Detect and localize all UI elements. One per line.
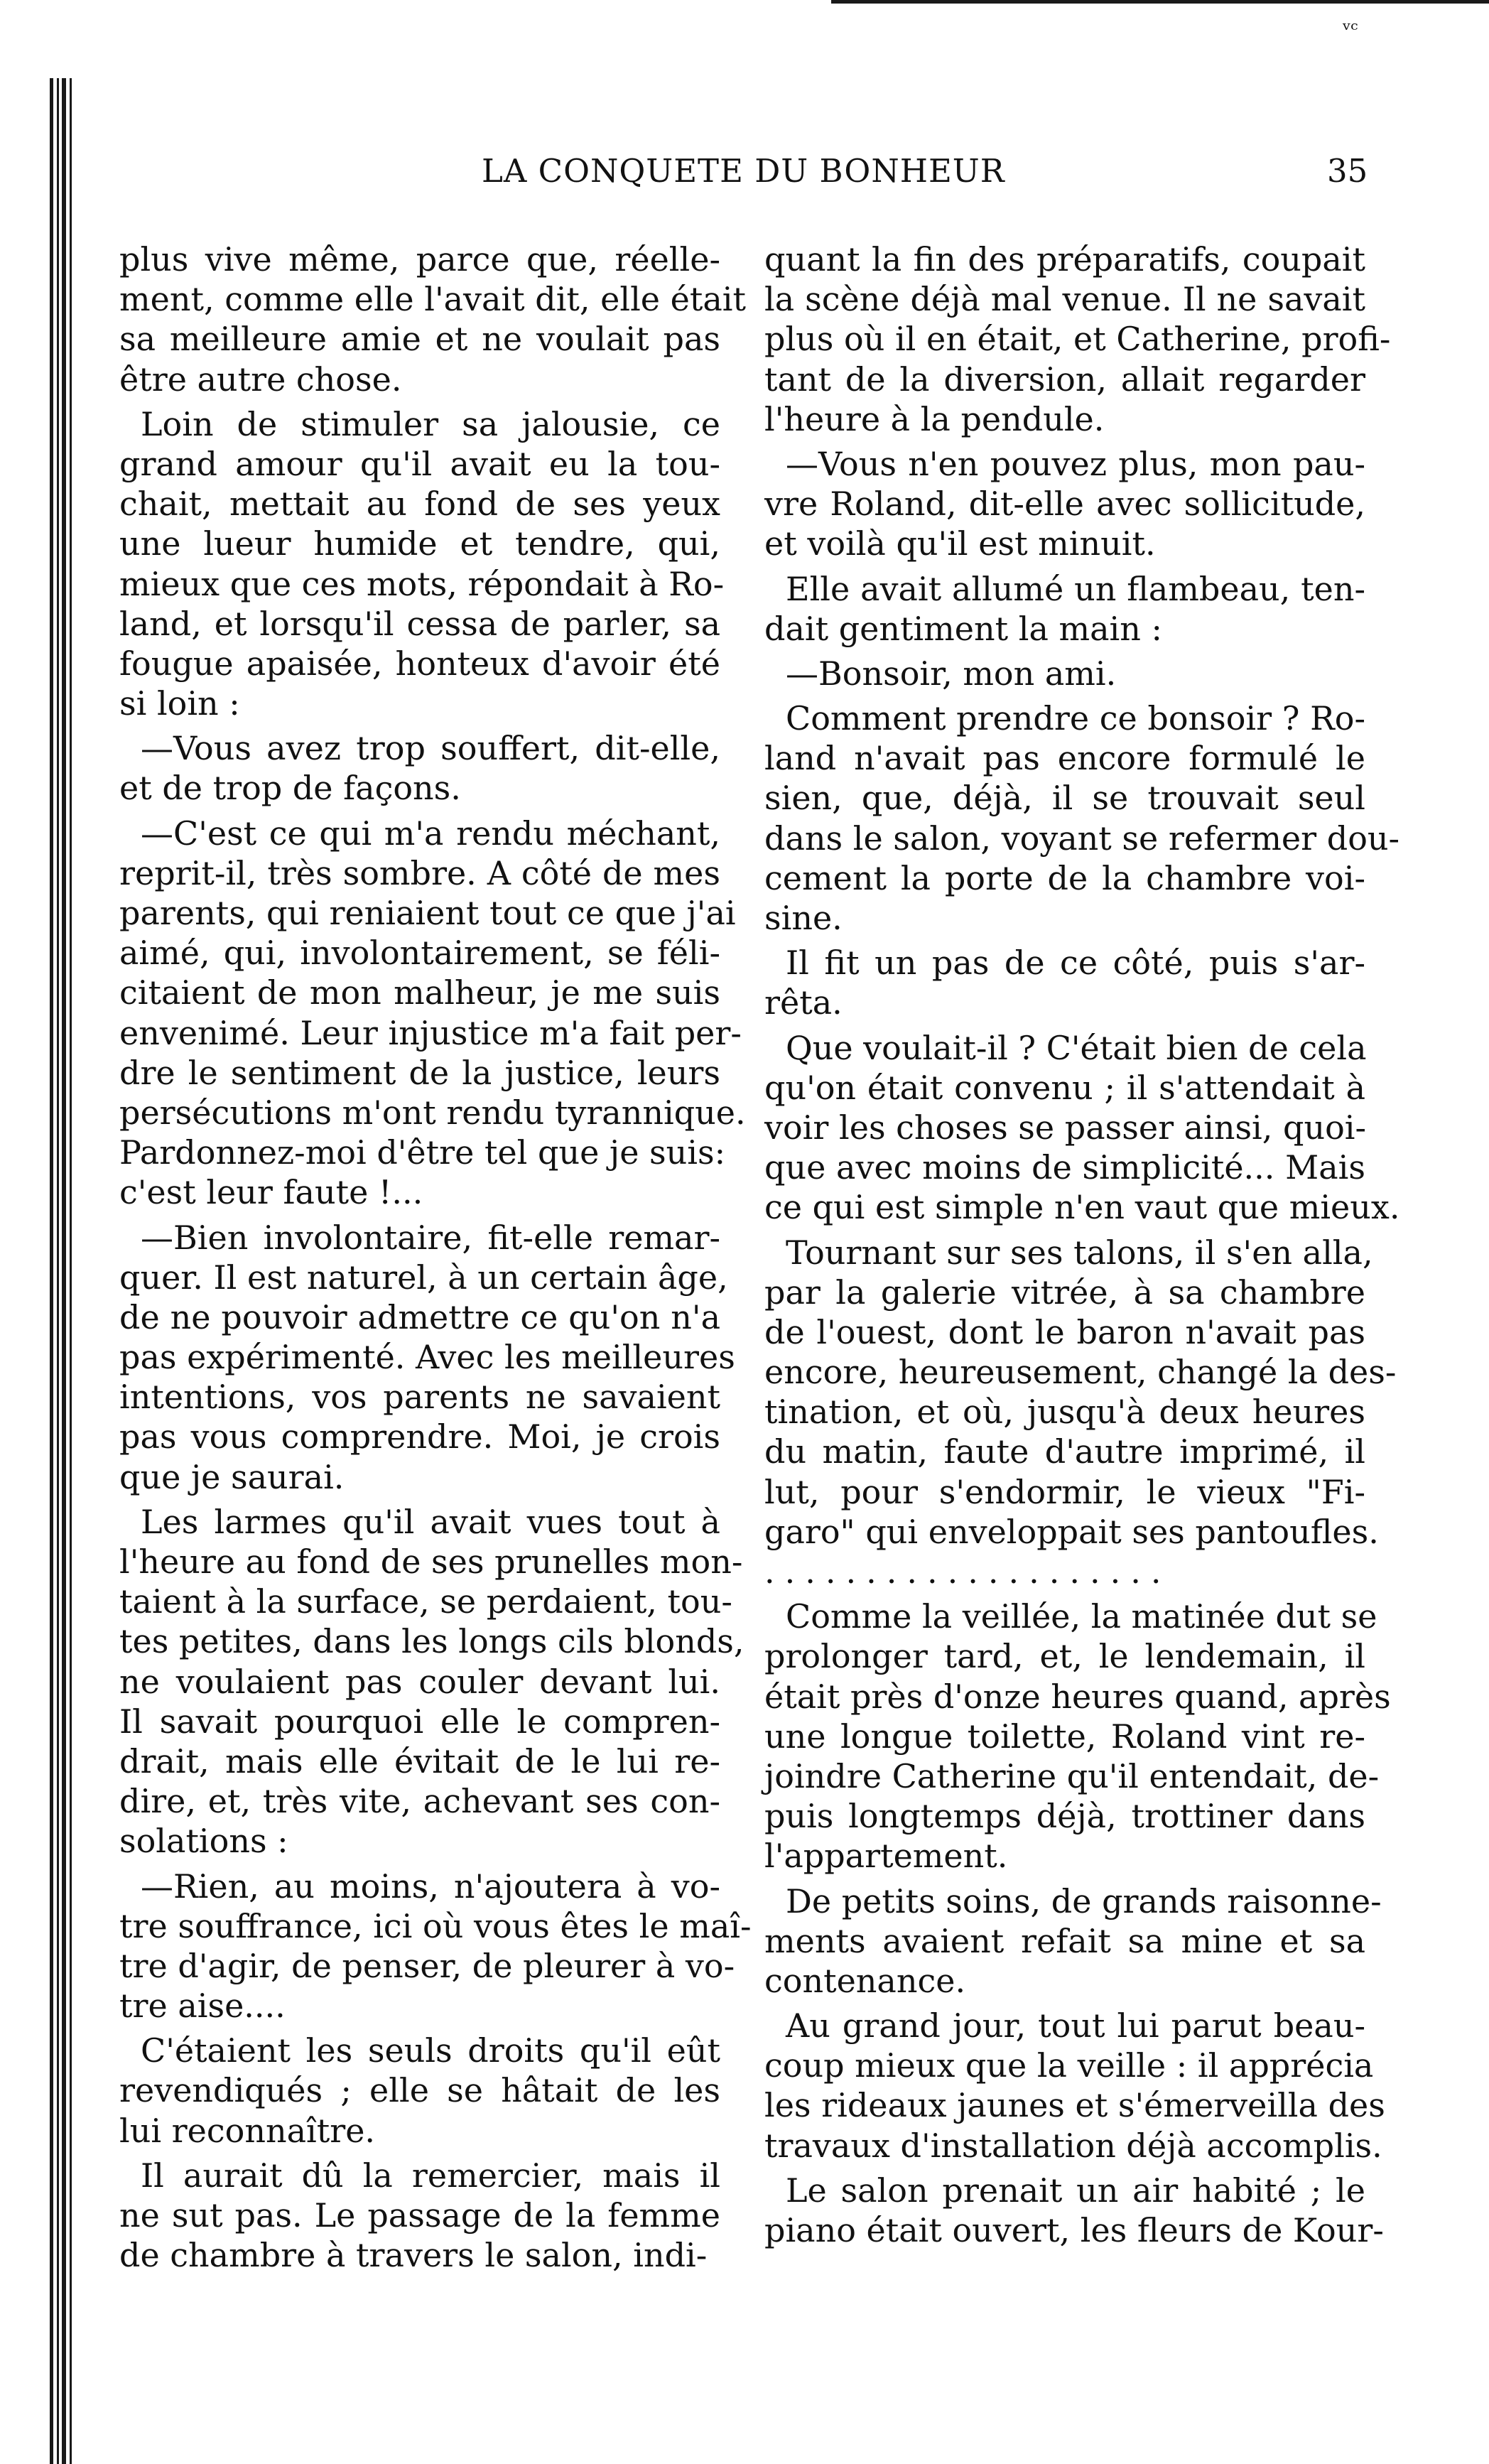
text-line: tre d'agir, de penser, de pleurer à vo- [119, 1946, 735, 1985]
text-line: Il savait pourquoi elle le compren- [119, 1702, 720, 1741]
corner-mark: ᵛᶜ [1343, 18, 1358, 43]
text-line: sa meilleure amie et ne voulait pas [119, 320, 720, 359]
text-line: encore, heureusement, changé la des- [764, 1353, 1397, 1392]
text-line: rêta. [764, 983, 843, 1022]
text-line: Pardonnez-moi d'être tel que je suis: [119, 1133, 726, 1172]
text-line: était près d'onze heures quand, après [764, 1677, 1391, 1716]
text-line: reprit-il, très sombre. A côté de mes [119, 853, 720, 892]
text-line: envenimé. Leur injustice m'a fait per- [119, 1013, 742, 1052]
text-line: Les larmes qu'il avait vues tout à [141, 1502, 720, 1541]
text-line: land n'avait pas encore formulé le [764, 739, 1365, 778]
paragraph [119, 1218, 735, 1497]
text-line: tes petites, dans les longs cils blonds, [119, 1622, 744, 1661]
top-edge-rule [831, 0, 1489, 4]
text-line: Comment prendre ce bonsoir ? Ro- [786, 699, 1365, 738]
text-line: ne voulaient pas couler devant lui. [119, 1662, 720, 1701]
text-line: Au grand jour, tout lui parut beau- [786, 2006, 1365, 2046]
paragraph [764, 943, 1365, 1022]
text-line: une lueur humide et tendre, qui, [119, 524, 720, 563]
text-line: Elle avait allumé un flambeau, ten- [786, 569, 1365, 608]
paragraph [119, 728, 720, 808]
text-line: la scène déjà mal venue. Il ne savait [764, 280, 1365, 319]
text-line: vre Roland, dit-elle avec sollicitude, [764, 485, 1365, 524]
text-line: les rideaux jaunes et s'émerveilla des [764, 2086, 1385, 2125]
text-line: quer. Il est naturel, à un certain âge, [119, 1258, 728, 1297]
paragraph [119, 814, 746, 1213]
text-line: l'heure au fond de ses prunelles mon- [119, 1542, 743, 1581]
text-line: garo" qui enveloppait ses pantoufles. [764, 1512, 1379, 1551]
text-line: tre aise.... [119, 1987, 286, 2026]
text-line: Que voulait-il ? C'était bien de cela [786, 1028, 1367, 1067]
text-line: de l'ouest, dont le baron n'avait pas [764, 1312, 1365, 1351]
text-line: persécutions m'ont rendu tyrannique. [119, 1093, 746, 1132]
text-line: si loin : [119, 684, 240, 723]
paragraph [119, 1502, 744, 1861]
text-line: parents, qui reniaient tout ce que j'ai [119, 894, 736, 932]
text-line: piano était ouvert, les fleurs de Kour- [764, 2211, 1384, 2249]
text-line: intentions, vos parents ne savaient [119, 1378, 720, 1417]
paragraph [119, 404, 725, 724]
paragraph [764, 654, 1365, 693]
text-line: et de trop de façons. [119, 769, 461, 808]
left-text-column [119, 239, 752, 2275]
text-line: —Bien involontaire, fit-elle remar- [141, 1218, 720, 1257]
text-line: —C'est ce qui m'a rendu méchant, [141, 814, 720, 853]
text-line: De petits soins, de grands raisonne- [786, 1881, 1382, 1920]
text-line: dans le salon, voyant se refermer dou- [764, 818, 1400, 858]
text-line: —Vous avez trop souffert, dit-elle, [141, 729, 720, 768]
text-line: ments avaient refait sa mine et sa [764, 1921, 1365, 1960]
text-line: ne sut pas. Le passage de la femme [119, 2196, 720, 2235]
text-line: taient à la surface, se perdaient, tou- [119, 1582, 732, 1621]
text-line: travaux d'installation déjà accomplis. [764, 2126, 1382, 2165]
text-line: Comme la veillée, la matinée dut se [786, 1597, 1377, 1636]
text-line: —Rien, au moins, n'ajoutera à vo- [141, 1866, 720, 1906]
text-line: être autre chose. [119, 360, 402, 399]
text-line: Tournant sur ses talons, il s'en alla, [786, 1233, 1373, 1272]
text-line: quant la fin des préparatifs, coupait [764, 240, 1365, 279]
text-line: C'étaient les seuls droits qu'il eût [141, 2031, 720, 2070]
text-line: dait gentiment la main : [764, 609, 1163, 648]
text-line: une longue toilette, Roland vint re- [764, 1717, 1365, 1756]
text-line: sien, que, déjà, il se trouvait seul [764, 779, 1365, 818]
paragraph [764, 239, 1391, 439]
paragraph [764, 444, 1365, 564]
text-line: aimé, qui, involontairement, se féli- [119, 934, 720, 973]
right-text-column [764, 239, 1400, 2250]
text-line: revendiqués ; elle se hâtait de les [119, 2071, 720, 2110]
page-number: 35 [1327, 152, 1368, 190]
text-line: mieux que ces mots, répondait à Ro- [119, 564, 725, 603]
text-line: dire, et, très vite, achevant ses con- [119, 1782, 720, 1821]
text-line: voir les choses se passer ainsi, quoi- [764, 1108, 1367, 1147]
paragraph [764, 1596, 1391, 1876]
text-line: que avec moins de simplicité... Mais [764, 1148, 1365, 1187]
text-line: grand amour qu'il avait eu la tou- [119, 444, 720, 483]
text-line: qu'on était convenu ; il s'attendait à [764, 1068, 1365, 1107]
paragraph [764, 1028, 1400, 1228]
text-line: plus vive même, parce que, réelle- [119, 240, 720, 279]
text-line: solations : [119, 1822, 288, 1861]
paragraph [764, 2006, 1385, 2166]
text-line: contenance. [764, 1961, 966, 2000]
text-line: puis longtemps déjà, trottiner dans [764, 1797, 1365, 1836]
paragraph [764, 2171, 1384, 2250]
binding-edge [50, 78, 78, 2464]
paragraph [764, 698, 1400, 938]
text-line: Il aurait dû la remercier, mais il [141, 2156, 720, 2195]
text-line: l'appartement. [764, 1837, 1008, 1876]
text-line: par la galerie vitrée, à sa chambre [764, 1272, 1365, 1312]
text-line: et voilà qu'il est minuit. [764, 524, 1156, 563]
text-line: lui reconnaître. [119, 2111, 376, 2150]
paragraph [119, 2031, 720, 2151]
text-line: de ne pouvoir admettre ce qu'on n'a [119, 1297, 720, 1336]
text-line: prolonger tard, et, le lendemain, il [764, 1637, 1365, 1676]
text-line: tre souffrance, ici où vous êtes le maî- [119, 1906, 752, 1945]
text-line: cement la porte de la chambre voi- [764, 858, 1365, 897]
text-line: citaient de mon malheur, je me suis [119, 973, 720, 1012]
text-line: —Bonsoir, mon ami. [786, 654, 1117, 693]
text-line: ment, comme elle l'avait dit, elle était [119, 280, 746, 319]
section-separator: .................... [764, 1552, 1171, 1591]
text-line: joindre Catherine qu'il entendait, de- [764, 1756, 1380, 1795]
paragraph [119, 239, 746, 399]
text-line: tination, et où, jusqu'à deux heures [764, 1393, 1365, 1432]
text-line: chait, mettait au fond de ses yeux [119, 485, 720, 524]
text-line: Loin de stimuler sa jalousie, ce [141, 404, 720, 443]
text-line: lut, pour s'endormir, le vieux "Fi- [764, 1472, 1365, 1511]
paragraph [764, 1233, 1397, 1552]
text-line: drait, mais elle évitait de le lui re- [119, 1741, 720, 1781]
text-line: land, et lorsqu'il cessa de parler, sa [119, 604, 720, 643]
text-line: pas vous comprendre. Moi, je crois [119, 1417, 720, 1457]
text-line: Il fit un pas de ce côté, puis s'ar- [786, 944, 1365, 983]
text-line: ce qui est simple n'en vaut que mieux. [764, 1188, 1400, 1227]
text-line: de chambre à travers le salon, indi- [119, 2236, 708, 2275]
text-line: fougue apaisée, honteux d'avoir été [119, 644, 720, 683]
paragraph [764, 1881, 1382, 2001]
text-line: dre le sentiment de la justice, leurs [119, 1053, 720, 1092]
paragraph [119, 1866, 752, 2026]
text-line: Le salon prenait un air habité ; le [786, 2171, 1365, 2210]
text-line: que je saurai. [119, 1457, 345, 1496]
running-title: LA CONQUETE DU BONHEUR [482, 152, 1005, 190]
paragraph [764, 569, 1365, 649]
paragraph [119, 2156, 720, 2276]
text-line: c'est leur faute !... [119, 1173, 423, 1212]
text-line: sine. [764, 899, 843, 937]
text-line: tant de la diversion, allait regarder [764, 360, 1365, 399]
text-line: plus où il en était, et Catherine, profi- [764, 320, 1391, 359]
text-line: pas expérimenté. Avec les meilleures [119, 1338, 735, 1377]
text-line: l'heure à la pendule. [764, 399, 1105, 438]
text-line: coup mieux que la veille : il apprécia [764, 2046, 1374, 2085]
text-line: —Vous n'en pouvez plus, mon pau- [786, 444, 1365, 483]
text-line: du matin, faute d'autre imprimé, il [764, 1432, 1365, 1471]
